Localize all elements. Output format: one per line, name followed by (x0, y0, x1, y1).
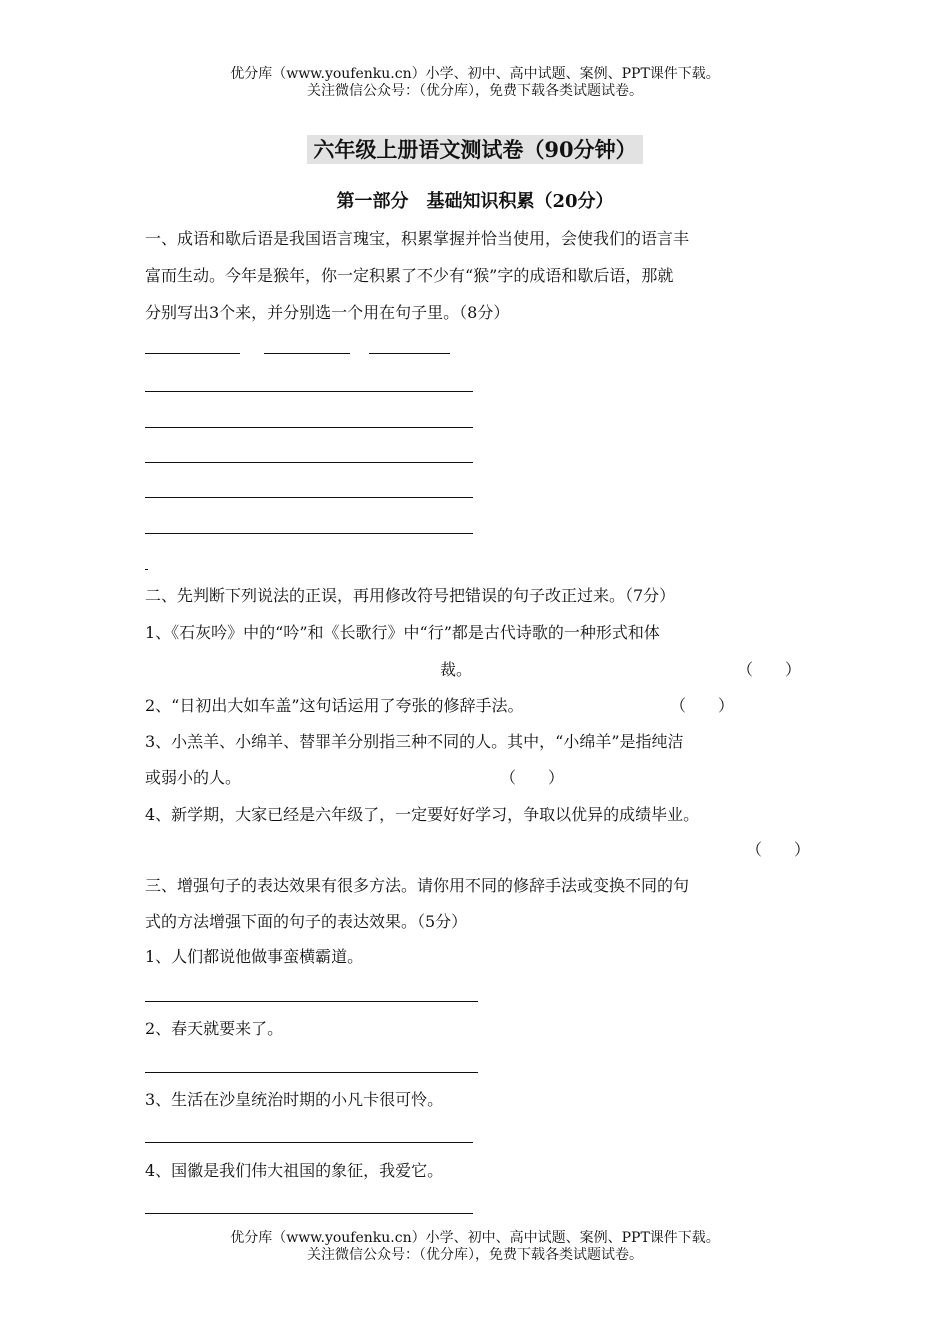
q2-item-1-answer[interactable]: （ ） (737, 660, 802, 679)
section-heading: 第一部分 基础知识积累（20分） (336, 191, 614, 212)
q3-item-1: 1、人们都说他做事蛮横霸道。 (145, 947, 364, 966)
q3-answer-line-3[interactable] (145, 1142, 473, 1143)
sentence-answer-line-5[interactable] (145, 533, 473, 534)
header-line-2: 关注微信公众号：（优分库），免费下载各类试题试卷。 (307, 83, 643, 99)
q2-item-1-line-2: 裁。 (440, 660, 473, 679)
page-header (0, 66, 950, 100)
q3-line-2: 式的方法增强下面的句子的表达效果。（5分） (145, 912, 468, 931)
idiom-blank-1[interactable] (145, 353, 240, 354)
q2-item-4-answer[interactable]: （ ） (746, 840, 811, 859)
q1-line-1: 一、成语和歇后语是我国语言瑰宝，积累掌握并恰当使用，会使我们的语言丰 (145, 229, 690, 248)
q2-item-4: 4、新学期，大家已经是六年级了，一定要好好学习，争取以优异的成绩毕业。 (145, 805, 700, 824)
q2-intro: 二、先判断下列说法的正误，再用修改符号把错误的句子改正过来。（7分） (145, 586, 676, 605)
q2-item-2-answer[interactable]: （ ） (670, 696, 735, 715)
exam-title (0, 134, 950, 164)
idiom-blank-2[interactable] (264, 353, 350, 354)
q3-item-4: 4、国徽是我们伟大祖国的象征，我爱它。 (145, 1161, 444, 1180)
q3-item-3: 3、生活在沙皇统治时期的小凡卡很可怜。 (145, 1090, 444, 1109)
sentence-answer-line-4[interactable] (145, 497, 473, 498)
q1-line-3: 分别写出3个来，并分别选一个用在句子里。（8分） (145, 303, 510, 322)
sentence-answer-line-1[interactable] (145, 391, 473, 392)
q3-item-2: 2、春天就要来了。 (145, 1019, 284, 1038)
idiom-blank-3[interactable] (369, 353, 450, 354)
q2-item-3-answer[interactable]: （ ） (500, 768, 565, 787)
q2-item-3-line-1: 3、小羔羊、小绵羊、替罪羊分别指三种不同的人。其中，“小绵羊”是指纯洁 (145, 732, 684, 751)
page-footer (0, 1230, 950, 1264)
header-line-1: 优分库（www.youfenku.cn）小学、初中、高中试题、案例、PPT课件下载。 (230, 66, 720, 82)
q3-answer-line-4[interactable] (145, 1213, 473, 1214)
q3-answer-line-2[interactable] (145, 1072, 478, 1073)
exam-title-text: 六年级上册语文测试卷（90分钟） (307, 135, 642, 164)
footer-line-2: 关注微信公众号：（优分库），免费下载各类试题试卷。 (307, 1247, 643, 1263)
sentence-answer-line-2[interactable] (145, 427, 473, 428)
sentence-answer-line-3[interactable] (145, 462, 473, 463)
footer-line-1: 优分库（www.youfenku.cn）小学、初中、高中试题、案例、PPT课件下载。 (230, 1230, 720, 1246)
q2-item-2: 2、“日初出大如车盖”这句话运用了夸张的修辞手法。 (145, 696, 524, 715)
q1-line-2: 富而生动。今年是猴年，你一定积累了不少有“猴”字的成语和歇后语，那就 (145, 266, 674, 285)
q3-line-1: 三、增强句子的表达效果有很多方法。请你用不同的修辞手法或变换不同的句 (145, 876, 690, 895)
q2-item-1-line-1: 1、《石灰吟》中的“吟”和《长歌行》中“行”都是古代诗歌的一种形式和体 (145, 623, 660, 642)
stray-mark (145, 569, 148, 570)
q3-answer-line-1[interactable] (145, 1001, 478, 1002)
q2-item-3-line-2: 或弱小的人。 (145, 768, 242, 787)
